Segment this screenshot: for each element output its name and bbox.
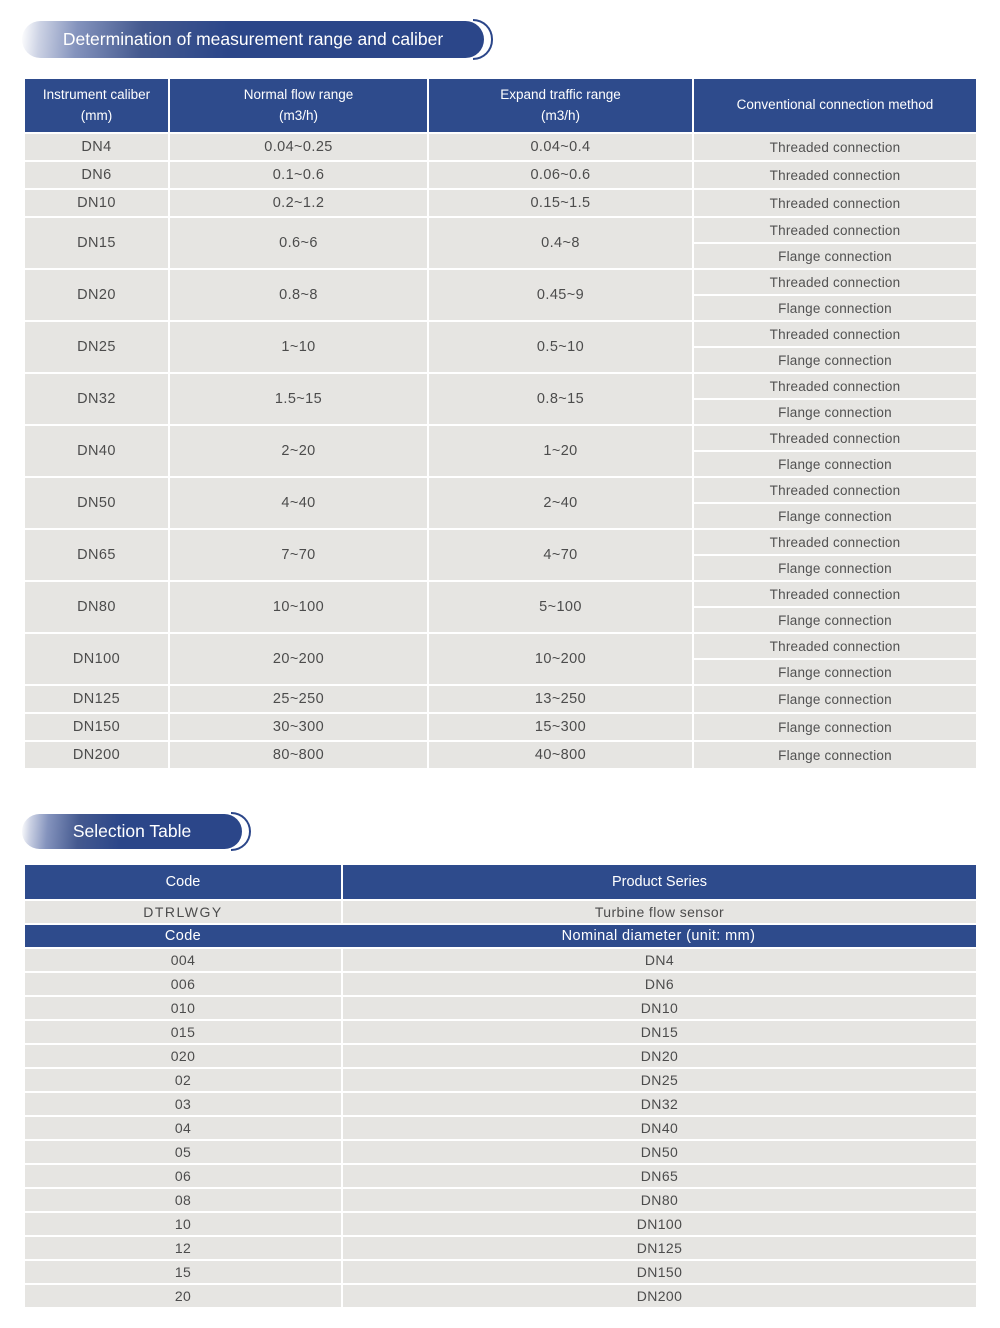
range-row-dn50-1 xyxy=(25,478,976,502)
diameter-cell: DN150 xyxy=(343,1261,976,1283)
code-cell: 20 xyxy=(25,1285,341,1307)
product-series-row xyxy=(25,901,976,923)
col-header-expand-traffic-range: Expand traffic range (m3/h) xyxy=(429,79,692,132)
code-cell: 15 xyxy=(25,1261,341,1283)
connection-cell: Flange connection xyxy=(694,244,976,268)
col-header-connection-method: Conventional connection method xyxy=(694,79,976,132)
connection-cell: Threaded connection xyxy=(694,322,976,346)
connection-cell: Threaded connection xyxy=(694,190,976,216)
range-row-dn25-1 xyxy=(25,322,976,346)
expand-traffic-cell: 15~300 xyxy=(429,714,692,740)
caliber-cell: DN32 xyxy=(25,374,168,424)
normal-flow-cell: 30~300 xyxy=(170,714,427,740)
range-row-dn80-1 xyxy=(25,582,976,606)
code-cell: 08 xyxy=(25,1189,341,1211)
code-cell: 010 xyxy=(25,997,341,1019)
caliber-cell: DN20 xyxy=(25,270,168,320)
measurement-range-table xyxy=(23,77,978,770)
diameter-cell: DN25 xyxy=(343,1069,976,1091)
connection-cell: Flange connection xyxy=(694,296,976,320)
code-row-15 xyxy=(25,1261,976,1283)
connection-cell: Flange connection xyxy=(694,714,976,740)
subheader-diameter-label: Nominal diameter (unit: mm) xyxy=(561,928,756,944)
code-row-006 xyxy=(25,973,976,995)
range-row-dn15-1 xyxy=(25,218,976,242)
expand-traffic-cell: 5~100 xyxy=(429,582,692,632)
code-row-02 xyxy=(25,1069,976,1091)
diameter-subheader-row xyxy=(25,925,976,947)
connection-cell: Flange connection xyxy=(694,686,976,712)
connection-cell: Flange connection xyxy=(694,348,976,372)
section-title-measurement-range xyxy=(22,21,484,58)
connection-cell: Threaded connection xyxy=(694,134,976,160)
code-cell: 06 xyxy=(25,1165,341,1187)
pill-arc xyxy=(231,812,251,851)
measurement-range-table-header xyxy=(25,79,976,132)
range-row-dn150 xyxy=(25,714,976,740)
header-row xyxy=(25,79,976,132)
normal-flow-cell: 0.1~0.6 xyxy=(170,162,427,188)
code-row-12 xyxy=(25,1237,976,1259)
normal-flow-cell: 1.5~15 xyxy=(170,374,427,424)
code-row-06 xyxy=(25,1165,976,1187)
expand-traffic-cell: 0.06~0.6 xyxy=(429,162,692,188)
normal-flow-cell: 0.6~6 xyxy=(170,218,427,268)
normal-flow-cell: 10~100 xyxy=(170,582,427,632)
connection-cell: Flange connection xyxy=(694,556,976,580)
expand-traffic-cell: 2~40 xyxy=(429,478,692,528)
series-code-cell: DTRLWGY xyxy=(25,901,341,923)
code-cell: 020 xyxy=(25,1045,341,1067)
expand-traffic-cell: 1~20 xyxy=(429,426,692,476)
normal-flow-cell: 2~20 xyxy=(170,426,427,476)
code-row-015 xyxy=(25,1021,976,1043)
diameter-cell: DN100 xyxy=(343,1213,976,1235)
connection-cell: Threaded connection xyxy=(694,270,976,294)
range-row-dn100-1 xyxy=(25,634,976,658)
caliber-cell: DN80 xyxy=(25,582,168,632)
code-cell: 05 xyxy=(25,1141,341,1163)
connection-cell: Flange connection xyxy=(694,660,976,684)
diameter-cell: DN6 xyxy=(343,973,976,995)
caliber-cell: DN65 xyxy=(25,530,168,580)
diameter-cell: DN125 xyxy=(343,1237,976,1259)
expand-traffic-cell: 10~200 xyxy=(429,634,692,684)
range-row-dn32-1 xyxy=(25,374,976,398)
caliber-cell: DN125 xyxy=(25,686,168,712)
normal-flow-cell: 1~10 xyxy=(170,322,427,372)
connection-cell: Threaded connection xyxy=(694,374,976,398)
normal-flow-cell: 25~250 xyxy=(170,686,427,712)
range-row-dn10 xyxy=(25,190,976,216)
diameter-cell: DN32 xyxy=(343,1093,976,1115)
code-cell: 02 xyxy=(25,1069,341,1091)
caliber-cell: DN10 xyxy=(25,190,168,216)
range-row-dn4 xyxy=(25,134,976,160)
selection-table-body xyxy=(25,901,976,1307)
code-row-020 xyxy=(25,1045,976,1067)
connection-cell: Threaded connection xyxy=(694,162,976,188)
code-cell: 12 xyxy=(25,1237,341,1259)
connection-cell: Threaded connection xyxy=(694,478,976,502)
normal-flow-cell: 20~200 xyxy=(170,634,427,684)
caliber-cell: DN150 xyxy=(25,714,168,740)
range-row-dn40-1 xyxy=(25,426,976,450)
section-title-measurement-range-label: Determination of measurement range and caliber xyxy=(62,29,444,49)
normal-flow-cell: 0.04~0.25 xyxy=(170,134,427,160)
range-row-dn200 xyxy=(25,742,976,768)
normal-flow-cell: 4~40 xyxy=(170,478,427,528)
connection-cell: Threaded connection xyxy=(694,530,976,554)
range-row-dn20-1 xyxy=(25,270,976,294)
col-header-code: Code xyxy=(25,865,341,899)
series-product-cell: Turbine flow sensor xyxy=(343,901,976,923)
expand-traffic-cell: 4~70 xyxy=(429,530,692,580)
normal-flow-cell: 80~800 xyxy=(170,742,427,768)
normal-flow-cell: 0.8~8 xyxy=(170,270,427,320)
code-row-010 xyxy=(25,997,976,1019)
header-row xyxy=(25,865,976,899)
code-row-20 xyxy=(25,1285,976,1307)
code-cell: 004 xyxy=(25,949,341,971)
normal-flow-cell: 7~70 xyxy=(170,530,427,580)
selection-table-header xyxy=(25,865,976,899)
connection-cell: Threaded connection xyxy=(694,634,976,658)
expand-traffic-cell: 0.45~9 xyxy=(429,270,692,320)
connection-cell: Flange connection xyxy=(694,400,976,424)
diameter-cell: DN15 xyxy=(343,1021,976,1043)
expand-traffic-cell: 0.4~8 xyxy=(429,218,692,268)
code-row-08 xyxy=(25,1189,976,1211)
connection-cell: Flange connection xyxy=(694,608,976,632)
expand-traffic-cell: 0.5~10 xyxy=(429,322,692,372)
expand-traffic-cell: 40~800 xyxy=(429,742,692,768)
code-cell: 10 xyxy=(25,1213,341,1235)
section-title-selection-table-label: Selection Table xyxy=(72,821,192,841)
expand-traffic-cell: 13~250 xyxy=(429,686,692,712)
code-row-10 xyxy=(25,1213,976,1235)
caliber-cell: DN50 xyxy=(25,478,168,528)
diameter-cell: DN200 xyxy=(343,1285,976,1307)
connection-cell: Flange connection xyxy=(694,504,976,528)
diameter-cell: DN65 xyxy=(343,1165,976,1187)
range-row-dn6 xyxy=(25,162,976,188)
caliber-cell: DN200 xyxy=(25,742,168,768)
diameter-cell: DN40 xyxy=(343,1117,976,1139)
code-cell: 015 xyxy=(25,1021,341,1043)
range-row-dn125 xyxy=(25,686,976,712)
col-header-instrument-caliber: Instrument caliber (mm) xyxy=(25,79,168,132)
diameter-subheader-cell xyxy=(25,925,976,947)
expand-traffic-cell: 0.15~1.5 xyxy=(429,190,692,216)
diameter-cell: DN80 xyxy=(343,1189,976,1211)
caliber-cell: DN25 xyxy=(25,322,168,372)
code-cell: 04 xyxy=(25,1117,341,1139)
pill-arc xyxy=(473,19,493,60)
connection-cell: Flange connection xyxy=(694,452,976,476)
code-row-004 xyxy=(25,949,976,971)
diameter-cell: DN4 xyxy=(343,949,976,971)
expand-traffic-cell: 0.8~15 xyxy=(429,374,692,424)
normal-flow-cell: 0.2~1.2 xyxy=(170,190,427,216)
diameter-cell: DN20 xyxy=(343,1045,976,1067)
caliber-cell: DN40 xyxy=(25,426,168,476)
section-title-selection-table xyxy=(22,814,242,849)
code-cell: 03 xyxy=(25,1093,341,1115)
caliber-cell: DN100 xyxy=(25,634,168,684)
col-header-product-series: Product Series xyxy=(343,865,976,899)
diameter-cell: DN50 xyxy=(343,1141,976,1163)
connection-cell: Flange connection xyxy=(694,742,976,768)
code-row-05 xyxy=(25,1141,976,1163)
connection-cell: Threaded connection xyxy=(694,426,976,450)
subheader-code-label: Code xyxy=(164,928,202,944)
code-row-04 xyxy=(25,1117,976,1139)
col-header-normal-flow-range: Normal flow range (m3/h) xyxy=(170,79,427,132)
caliber-cell: DN15 xyxy=(25,218,168,268)
range-row-dn65-1 xyxy=(25,530,976,554)
code-cell: 006 xyxy=(25,973,341,995)
connection-cell: Threaded connection xyxy=(694,218,976,242)
code-row-03 xyxy=(25,1093,976,1115)
diameter-cell: DN10 xyxy=(343,997,976,1019)
expand-traffic-cell: 0.04~0.4 xyxy=(429,134,692,160)
range-table-body xyxy=(25,134,976,768)
selection-table xyxy=(23,863,978,1309)
connection-cell: Threaded connection xyxy=(694,582,976,606)
caliber-cell: DN6 xyxy=(25,162,168,188)
caliber-cell: DN4 xyxy=(25,134,168,160)
